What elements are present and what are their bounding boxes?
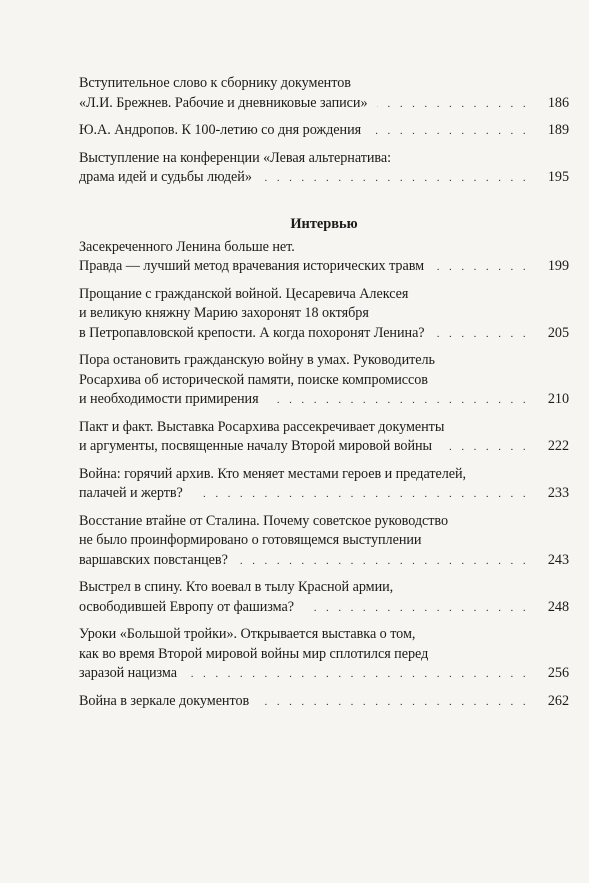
toc-entry-last-line [79, 390, 569, 411]
toc-entry-title-line: Война: горячий архив. Кто меняет местами героев и предателей, [79, 465, 467, 482]
toc-entry [79, 578, 569, 618]
toc-entry-title-line: Выстрел в спину. Кто воевал в тылу Красной армии, [79, 579, 394, 595]
toc-entry [79, 418, 569, 458]
toc-entry-last-line [79, 121, 569, 142]
dot-leader [377, 95, 529, 115]
toc-entry-last-line [79, 598, 569, 619]
page-number: 233 [547, 485, 569, 501]
toc-entry-title-line: палачей и жертв? [79, 485, 183, 501]
dot-leader [304, 599, 529, 619]
toc-entry-last-line [79, 664, 569, 685]
dot-leader [434, 258, 529, 278]
page-number: 248 [547, 598, 569, 615]
page-number: 189 [547, 122, 569, 138]
toc-entry-title-line: Война в зеркале документов [79, 692, 250, 709]
toc-entry-title-line: Пакт и факт. Выставка Росархива рассекречивает документы [79, 418, 445, 435]
toc-entry-title-line: Росархива об исторической памяти, поиске компромиссов [79, 371, 428, 388]
toc-entry [79, 121, 569, 142]
page-number: 205 [547, 324, 569, 341]
page-number: 199 [547, 258, 569, 274]
page-number: 186 [547, 94, 569, 111]
toc-entry [79, 74, 569, 114]
dot-leader [187, 665, 529, 685]
toc-entry-last-line [79, 168, 569, 189]
toc-entry-last-line [79, 437, 569, 458]
table-of-contents [79, 74, 569, 719]
dot-leader [269, 391, 529, 411]
page-number: 243 [547, 551, 569, 568]
toc-entry-title-line: в Петропавловской крепости. А когда похоронят Ленина? [79, 324, 425, 341]
section-heading: Интервью [290, 215, 358, 232]
page-number: 262 [547, 692, 569, 709]
dot-leader [442, 438, 529, 458]
toc-entry [79, 351, 569, 411]
toc-list-interviews [79, 238, 569, 713]
toc-entry-title-line: заразой нацизма [79, 665, 177, 681]
toc-entry [79, 625, 569, 685]
toc-entry-title-line: «Л.И. Брежнев. Рабочие и дневниковые записи» [79, 94, 368, 111]
toc-entry-title-line: Пора остановить гражданскую войну в умах. Руководитель [79, 352, 435, 368]
toc-entry-last-line [79, 551, 569, 572]
toc-entry-last-line [79, 484, 569, 505]
toc-entry-title-line: освободившей Европу от фашизма? [79, 598, 294, 615]
toc-entry-title-line: Правда — лучший метод врачевания исторических травм [79, 258, 425, 274]
toc-entry-title-line: Вступительное слово к сборнику документов [79, 75, 351, 91]
toc-entry-last-line [79, 324, 569, 345]
toc-entry [79, 465, 569, 505]
toc-list-top [79, 74, 569, 189]
toc-entry [79, 285, 569, 345]
page-number: 210 [547, 391, 569, 407]
toc-entry-title-line: и великую княжну Марию захоронят 18 октября [79, 305, 369, 321]
toc-entry [79, 149, 569, 189]
toc-entry-title-line: и необходимости примирения [79, 391, 259, 407]
toc-entry-title-line: Восстание втайне от Сталина. Почему советское руководство [79, 512, 449, 529]
toc-entry-title-line: Ю.А. Андропов. К 100-летию со дня рождения [79, 122, 362, 138]
toc-entry-title-line: Прощание с гражданской войной. Цесаревича Алексея [79, 285, 409, 302]
toc-entry [79, 512, 569, 572]
toc-entry-last-line [79, 692, 569, 713]
toc-entry-last-line [79, 257, 569, 278]
toc-entry-title-line: не было проинформировано о готовящемся выступлении [79, 532, 422, 548]
page-number: 256 [547, 665, 569, 681]
page-number: 195 [547, 169, 569, 185]
page-number: 222 [547, 438, 569, 454]
dot-leader [193, 485, 529, 505]
dot-leader [238, 552, 529, 572]
toc-entry-title-line: как во время Второй мировой войны мир сплотился перед [79, 645, 429, 662]
toc-entry-title-line: Выступление на конференции «Левая альтернатива: [79, 149, 392, 166]
dot-leader [435, 325, 529, 345]
toc-entry-title-line: варшавских повстанцев? [79, 551, 228, 568]
dot-leader [371, 122, 529, 142]
toc-entry [79, 692, 569, 713]
toc-entry-title-line: драма идей и судьбы людей» [79, 169, 252, 185]
toc-entry-title-line: Засекреченного Ленина больше нет. [79, 238, 295, 255]
toc-entry-title-line: и аргументы, посвященные началу Второй мировой войны [79, 438, 433, 454]
toc-entry [79, 238, 569, 278]
toc-entry-title-line: Уроки «Большой тройки». Открывается выставка о том, [79, 626, 416, 642]
toc-entry-last-line [79, 94, 569, 115]
dot-leader [259, 693, 529, 713]
dot-leader [262, 169, 529, 189]
